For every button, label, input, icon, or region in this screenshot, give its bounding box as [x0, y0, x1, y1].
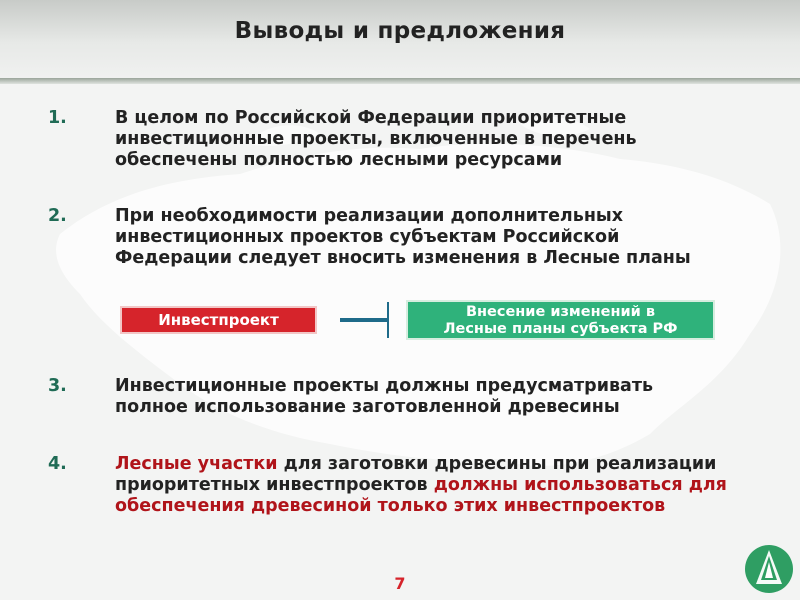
item-text: Инвестиционные проекты должны предусматривать полное использование заготовленной древесины — [115, 376, 654, 417]
forest-plan-change-box — [406, 300, 715, 340]
target-label-line2: Лесные планы субъекта РФ — [443, 321, 678, 337]
flow-connector — [340, 300, 400, 340]
item-text — [115, 454, 730, 517]
investproject-box: Инвестпроект — [120, 306, 317, 334]
slide-title: Выводы и предложения — [234, 18, 566, 44]
item-text: В целом по Российской Федерации приоритетные инвестиционные проекты, включенные в перечень обеспечены полностью лесными ресурсами — [115, 108, 637, 170]
item-number: 1. — [48, 108, 67, 128]
item-number: 2. — [48, 206, 67, 226]
item-text-plain: для заготовки древесины при реализации приоритетных инвестпроектов — [115, 454, 717, 495]
item-number: 4. — [48, 454, 67, 474]
target-label-line1: Внесение изменений в — [465, 304, 656, 320]
item-text: При необходимости реализации дополнительных инвестиционных проектов субъектам Российской Федерации следует вносить изменения в Лесные планы — [115, 206, 691, 268]
highlight-obligation: должны использоваться для обеспечения древесиной только этих инвестпроектов — [115, 475, 727, 516]
page-number: 7 — [394, 574, 406, 593]
highlight-forest-plots: Лесные участки — [115, 454, 278, 474]
forest-logo-icon — [744, 544, 794, 594]
item-number: 3. — [48, 376, 67, 396]
